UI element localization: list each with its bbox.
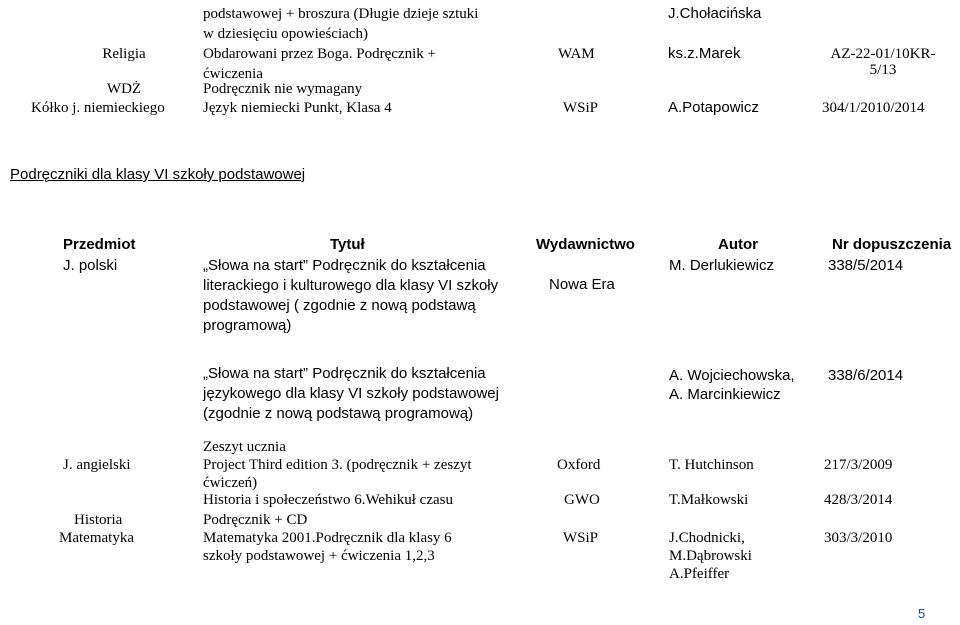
- header-title: Tytuł: [330, 236, 365, 253]
- approval-cell: 303/3/2010: [824, 530, 893, 546]
- title-line: Matematyka 2001.Podręcznik dla klasy 6: [203, 530, 452, 546]
- title-line: Język niemiecki Punkt, Klasa 4: [203, 100, 392, 116]
- publisher-cell: WSiP: [563, 530, 599, 546]
- approval-line: 5/13: [869, 62, 897, 78]
- subject-cell: WDŻ: [106, 81, 142, 97]
- author-cell: M. Derlukiewicz: [669, 257, 775, 274]
- subject-cell: Kółko j. niemieckiego: [31, 100, 165, 116]
- subject-cell: Matematyka: [59, 530, 134, 546]
- title-line: Historia i społeczeństwo 6.Wehikuł czasu: [203, 492, 453, 508]
- publisher-cell: Oxford: [557, 457, 601, 473]
- author-line: J.Chodnicki,: [669, 530, 745, 546]
- title-line: Zeszyt ucznia: [203, 439, 286, 455]
- approval-cell: 304/1/2010/2014: [822, 100, 925, 116]
- section-title: Podręczniki dla klasy VI szkoły podstawowej: [10, 166, 306, 183]
- title-line: szkoły podstawowej + ćwiczenia 1,2,3: [203, 548, 435, 564]
- author-line: M.Dąbrowski: [669, 548, 752, 564]
- title-line: podstawowej ( zgodnie z nową podstawą: [203, 297, 476, 314]
- subject-cell: Historia: [74, 512, 123, 528]
- header-author: Autor: [718, 236, 758, 253]
- title-line: w dziesięciu opowieściach): [203, 26, 368, 42]
- page-number: 5: [918, 606, 926, 621]
- approval-cell: 217/3/2009: [824, 457, 893, 473]
- title-line: Podręcznik + CD: [203, 512, 308, 528]
- title-line: Podręcznik nie wymagany: [203, 81, 363, 97]
- title-line: ćwiczeń): [203, 475, 258, 491]
- publisher-cell: WSiP: [563, 100, 599, 116]
- publisher-cell: WAM: [558, 46, 595, 62]
- approval-cell: 338/5/2014: [828, 257, 904, 274]
- header-subject: Przedmiot: [63, 236, 136, 253]
- subject-cell: J. polski: [63, 257, 118, 274]
- header-approval: Nr dopuszczenia: [832, 236, 952, 253]
- publisher-cell: GWO: [564, 492, 600, 508]
- author-cell: J.Chołacińska: [668, 5, 762, 22]
- title-line: „Słowa na start” Podręcznik do kształcenia: [203, 365, 486, 382]
- subject-cell: J. angielski: [63, 457, 131, 473]
- approval-cell: 338/6/2014: [828, 367, 904, 384]
- title-line: literackiego i kulturowego dla klasy VI szkoły: [203, 277, 499, 294]
- title-line: ćwiczenia: [203, 66, 263, 82]
- title-line: „Słowa na start” Podręcznik do kształcenia: [203, 257, 486, 274]
- author-line: A. Wojciechowska,: [669, 367, 795, 384]
- subject-cell: Religia: [102, 46, 146, 62]
- author-cell: T. Hutchinson: [669, 457, 754, 473]
- author-line: A.Pfeiffer: [669, 566, 730, 582]
- author-cell: T.Małkowski: [669, 492, 749, 508]
- author-cell: A.Potapowicz: [668, 99, 759, 116]
- title-line: językowego dla klasy VI szkoły podstawowej: [203, 385, 499, 402]
- approval-cell: 428/3/2014: [824, 492, 893, 508]
- title-line: (zgodnie z nową podstawą programową): [203, 405, 474, 422]
- publisher-cell: Nowa Era: [549, 276, 615, 293]
- header-publisher: Wydawnictwo: [536, 236, 635, 253]
- author-cell: ks.z.Marek: [668, 45, 741, 62]
- title-line: podstawowej + broszura (Długie dzieje sztuki: [203, 6, 479, 22]
- author-line: A. Marcinkiewicz: [669, 386, 781, 403]
- approval-line: AZ-22-01/10KR-: [830, 46, 936, 62]
- title-line: Project Third edition 3. (podręcznik + zeszyt: [203, 457, 472, 473]
- title-line: programową): [203, 317, 292, 334]
- title-line: Obdarowani przez Boga. Podręcznik +: [203, 46, 436, 62]
